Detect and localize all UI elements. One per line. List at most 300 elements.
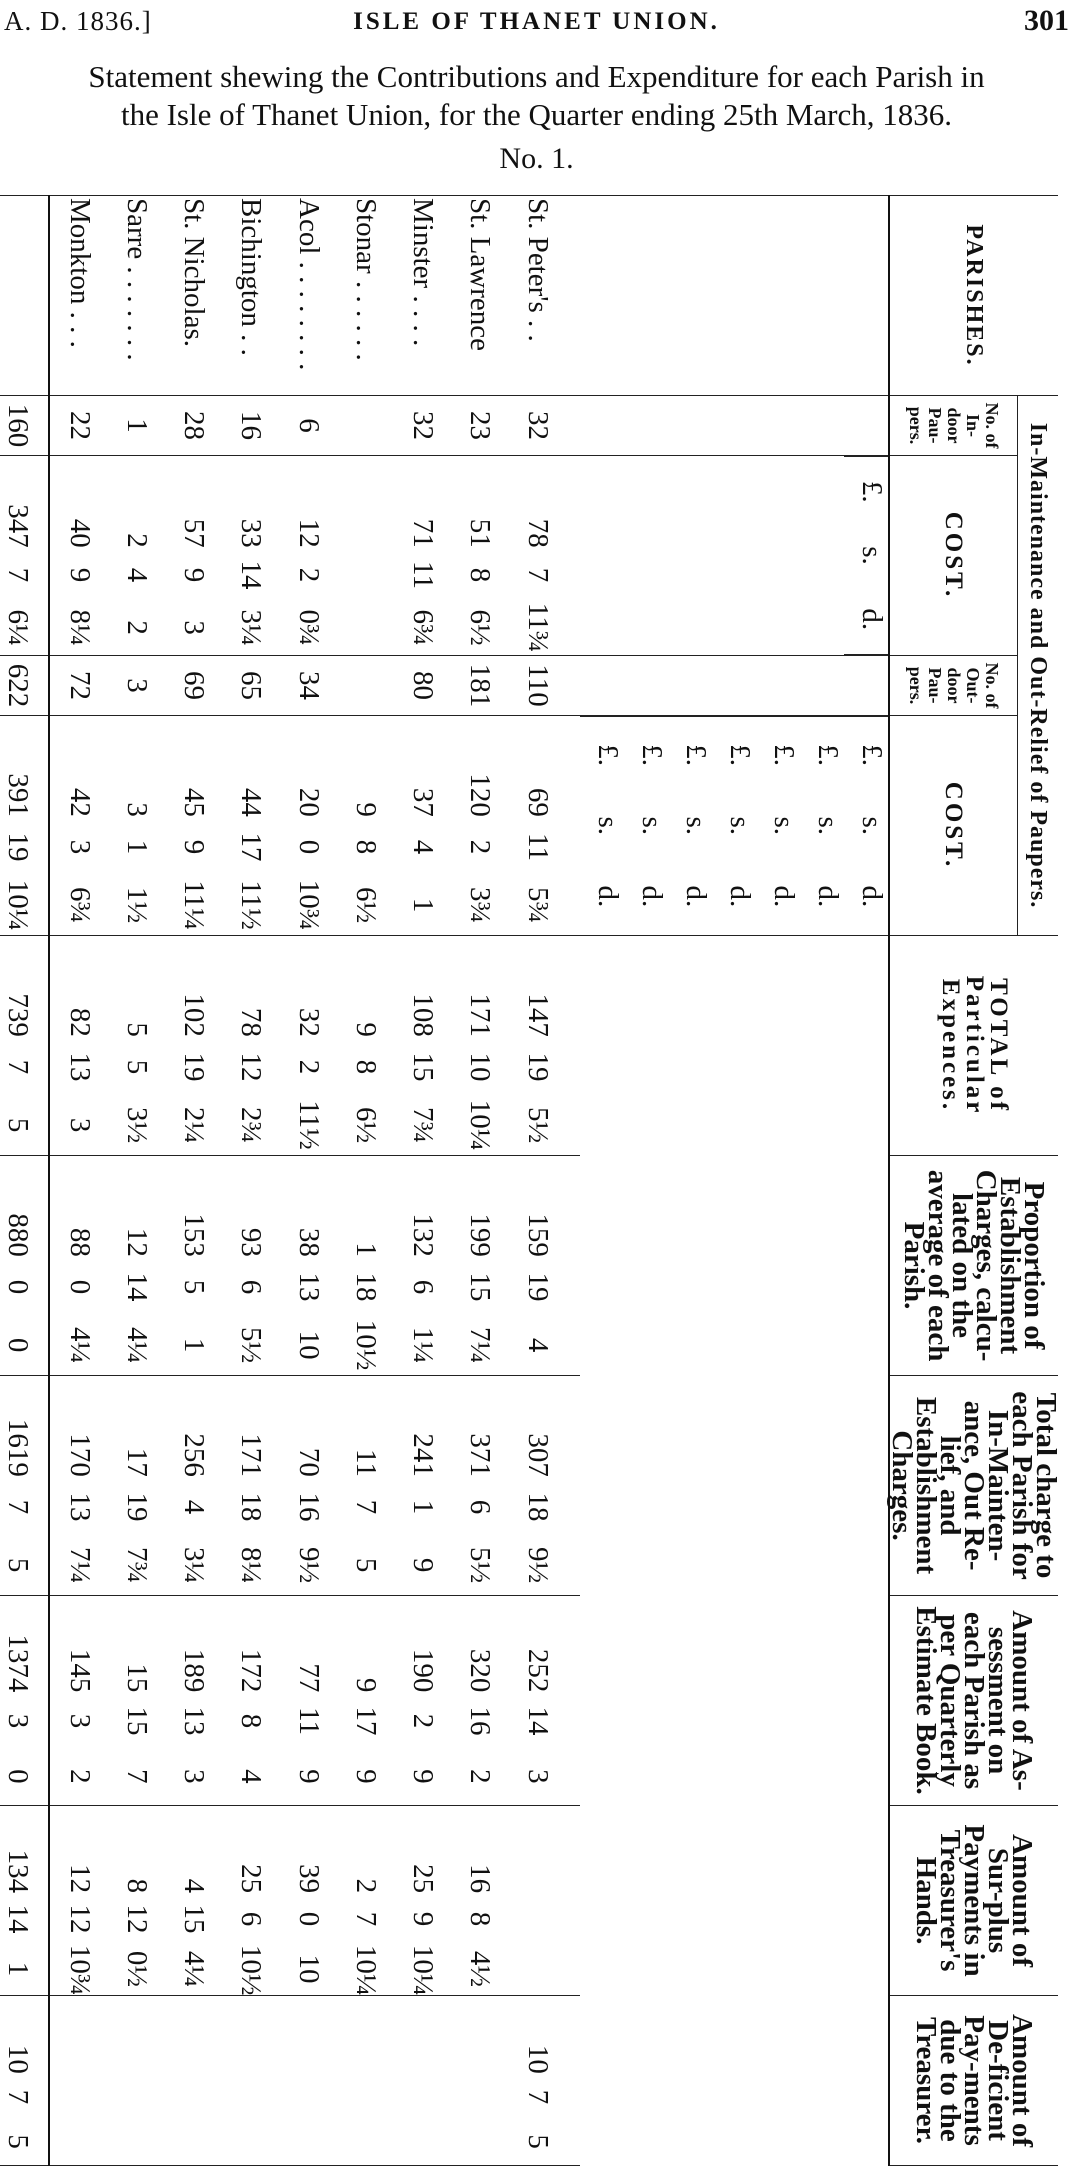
pounds: 78 — [235, 1007, 268, 1037]
rotated-table-container — [1, 195, 1062, 2165]
shillings: 9 — [178, 567, 211, 583]
pounds: 42 — [63, 787, 96, 817]
running-head — [0, 0, 1073, 48]
est-amount — [509, 1156, 580, 1376]
c2-amount — [222, 716, 279, 936]
indoor-paupers-count: 160 — [0, 396, 49, 456]
pounds: 739 — [1, 993, 34, 1037]
charge-amount — [49, 1376, 107, 1596]
pounds: 11 — [349, 1448, 382, 1477]
pence: 2 — [120, 620, 153, 635]
def-amount — [49, 1996, 107, 2166]
pounds: 57 — [178, 518, 211, 548]
outdoor-paupers-header: No. of Out-door Pau-pers. — [889, 656, 1018, 716]
pence: 9 — [292, 1769, 325, 1784]
shillings: 12 — [63, 1904, 96, 1934]
surplus-amount — [0, 1806, 49, 1996]
def-amount — [337, 1996, 394, 2166]
pounds: 1 — [349, 1242, 382, 1257]
pounds: 199 — [464, 1213, 497, 1257]
shillings: 10 — [464, 1052, 497, 1082]
pence: 10½ — [235, 1944, 268, 1996]
pence: 7¾ — [407, 1106, 440, 1144]
pence: 9½ — [292, 1546, 325, 1584]
pounds: 12 — [292, 518, 325, 548]
pence: 3 — [178, 1769, 211, 1784]
outdoor-paupers-count: 110 — [509, 656, 580, 716]
pounds: 153 — [178, 1213, 211, 1257]
shillings: 7 — [349, 1911, 382, 1927]
assess-amount — [280, 1596, 337, 1806]
shillings: 3 — [63, 1713, 96, 1729]
c2-amount — [451, 716, 508, 936]
est-amount — [165, 1156, 222, 1376]
pence: 10¼ — [1, 879, 34, 931]
c2-amount — [280, 716, 337, 936]
indoor-paupers-count: 1 — [108, 396, 165, 456]
shillings: 3 — [63, 839, 96, 855]
statement-title — [0, 58, 1073, 134]
table-row — [108, 196, 165, 2166]
shillings: 7 — [1, 1499, 34, 1515]
c1-amount — [165, 456, 222, 656]
shillings: 14 — [1, 1904, 34, 1934]
currency-units: £. s. d. — [668, 716, 712, 936]
shillings: 4 — [407, 839, 440, 855]
pounds: 88 — [63, 1227, 96, 1257]
pence: 9 — [407, 1557, 440, 1573]
shillings: 6 — [407, 1279, 440, 1295]
pence: 1¼ — [407, 1326, 440, 1364]
indoor-paupers-count: 32 — [509, 396, 580, 456]
surplus-amount — [222, 1806, 279, 1996]
pounds: 170 — [63, 1433, 96, 1477]
pounds: 69 — [521, 787, 554, 817]
indoor-paupers-count: 28 — [165, 396, 222, 456]
est-amount — [222, 1156, 279, 1376]
c1-amount — [49, 456, 107, 656]
pence: 0¾ — [292, 609, 325, 646]
parishes-header: PARISHES. — [889, 196, 1058, 396]
pounds: 3 — [120, 802, 153, 817]
shillings: 13 — [63, 1492, 96, 1522]
assess-amount — [165, 1596, 222, 1806]
shillings: 4 — [120, 567, 153, 583]
parish-name: St. Nicholas. — [165, 196, 222, 396]
parish-name: Monkton . . . — [49, 196, 107, 396]
pounds: 32 — [292, 1007, 325, 1037]
indoor-paupers-count: 23 — [451, 396, 508, 456]
pounds: 320 — [464, 1648, 497, 1693]
tot-amount — [451, 936, 508, 1156]
parish-name: St. Lawrence — [451, 196, 508, 396]
indoor-paupers-count: 22 — [49, 396, 107, 456]
c2-amount — [108, 716, 165, 936]
indoor-paupers-count: 6 — [280, 396, 337, 456]
pounds: 252 — [521, 1648, 554, 1693]
shillings: 9 — [407, 1911, 440, 1927]
indoor-paupers-count — [337, 396, 394, 456]
shillings: 6 — [235, 1279, 268, 1295]
shillings: 0 — [292, 1911, 325, 1927]
shillings: 15 — [407, 1052, 440, 1082]
shillings: 13 — [178, 1706, 211, 1736]
def-amount — [451, 1996, 508, 2166]
pounds: 33 — [235, 518, 268, 548]
c1-amount — [394, 456, 451, 656]
shillings: 15 — [464, 1272, 497, 1302]
currency-units: £. s. d. — [756, 716, 800, 936]
pounds: 77 — [292, 1663, 325, 1693]
pence: 5½ — [521, 1106, 554, 1144]
pence: 9 — [407, 1769, 440, 1784]
pence: 1 — [1, 1961, 34, 1977]
tot-amount — [49, 936, 107, 1156]
table-row — [280, 196, 337, 2166]
pence: 5 — [1, 2134, 34, 2149]
assess-amount — [108, 1596, 165, 1806]
running-title: ISLE OF THANET UNION. — [353, 8, 720, 35]
pounds: 71 — [407, 518, 440, 548]
pence: 4¼ — [63, 1326, 96, 1364]
pounds: 78 — [521, 518, 554, 548]
pounds: 12 — [63, 1864, 96, 1894]
table-row — [337, 196, 394, 2166]
currency-units: £. s. d. — [624, 716, 668, 936]
shillings: 7 — [1, 2089, 34, 2105]
pounds: 2 — [120, 533, 153, 548]
pounds: 39 — [292, 1864, 325, 1894]
c1-amount — [0, 456, 49, 656]
pence: 4½ — [464, 1950, 497, 1988]
outdoor-paupers-count: 34 — [280, 656, 337, 716]
statement-line-1: Statement shewing the Contributions and Expenditure for each Parish in — [88, 59, 985, 94]
pence: 2¾ — [235, 1106, 268, 1144]
tot-amount — [509, 936, 580, 1156]
surplus-header: Amount of Sur-plus Payments in Treasurer's Hands. — [889, 1806, 1058, 1996]
currency-units: £. s. d. — [844, 716, 888, 936]
pence: 10 — [292, 1330, 325, 1360]
pence: 1½ — [120, 886, 153, 924]
pence: 10¼ — [407, 1944, 440, 1996]
pounds: 40 — [63, 518, 96, 548]
tot-amount — [165, 936, 222, 1156]
pence: 3½ — [120, 1106, 153, 1144]
pence: 4 — [235, 1769, 268, 1784]
pounds: 12 — [120, 1227, 153, 1257]
pounds: 241 — [407, 1433, 440, 1477]
pence: 11½ — [292, 1100, 325, 1150]
shillings: 12 — [235, 1052, 268, 1082]
pounds: 880 — [1, 1213, 34, 1257]
total-charge-header: Total charge to each Parish for In-Mainten-ance, Out Re-lief, and Establishment Charges. — [889, 1376, 1058, 1596]
assess-amount — [49, 1596, 107, 1806]
pence: 10¾ — [63, 1944, 96, 1996]
pounds: 25 — [407, 1864, 440, 1894]
shillings: 2 — [464, 839, 497, 855]
assess-amount — [337, 1596, 394, 1806]
parish-name: Acol . . . . . . . . — [280, 196, 337, 396]
pounds: 16 — [464, 1864, 497, 1894]
pence: 0 — [1, 1337, 34, 1353]
charge-amount — [165, 1376, 222, 1596]
shillings: 4 — [178, 1499, 211, 1515]
pence: 2¼ — [178, 1106, 211, 1144]
c1-amount — [280, 456, 337, 656]
pence: 3 — [178, 620, 211, 635]
pounds: 2 — [349, 1878, 382, 1894]
pence: 11¼ — [178, 880, 211, 930]
tot-amount — [337, 936, 394, 1156]
pence: 6¾ — [63, 886, 96, 924]
pence: 5½ — [235, 1326, 268, 1364]
table-number: No. 1. — [499, 142, 574, 175]
pounds: 108 — [407, 993, 440, 1037]
shillings: 18 — [521, 1492, 554, 1522]
tot-amount — [108, 936, 165, 1156]
def-amount — [280, 1996, 337, 2166]
tot-amount — [394, 936, 451, 1156]
pounds: 20 — [292, 787, 325, 817]
shillings: 2 — [407, 1713, 440, 1729]
pence: 4 — [521, 1337, 554, 1353]
pence: 2 — [63, 1769, 96, 1784]
c2-amount — [394, 716, 451, 936]
pounds: 145 — [63, 1648, 96, 1693]
pence: 3¼ — [235, 609, 268, 646]
shillings: 19 — [521, 1272, 554, 1302]
pounds: 171 — [464, 993, 497, 1037]
pence: 10¼ — [349, 1944, 382, 1996]
shillings: 7 — [349, 1499, 382, 1515]
def-amount — [165, 1996, 222, 2166]
pounds: 347 — [1, 504, 34, 548]
shillings: 19 — [120, 1492, 153, 1522]
table-row — [49, 196, 107, 2166]
est-amount — [108, 1156, 165, 1376]
c1-amount — [509, 456, 580, 656]
tot-amount — [280, 936, 337, 1156]
indoor-paupers-header: No. of In-door Pau-pers. — [889, 396, 1018, 456]
pounds: 15 — [120, 1663, 153, 1693]
indoor-paupers-count: 16 — [222, 396, 279, 456]
parish-name: Stonar . . . . . . — [337, 196, 394, 396]
page-number: 301 — [1024, 4, 1069, 37]
pence: 5½ — [464, 1546, 497, 1584]
shillings: 8 — [464, 567, 497, 583]
pounds: 147 — [521, 993, 554, 1037]
pounds: 190 — [407, 1648, 440, 1693]
shillings: 14 — [235, 560, 268, 590]
parish-name: Minster . . . . — [394, 196, 451, 396]
currency-units: £. s. d. — [580, 716, 624, 936]
shillings: 12 — [120, 1904, 153, 1934]
assess-amount — [0, 1596, 49, 1806]
pence: 5 — [349, 1557, 382, 1573]
surplus-amount — [451, 1806, 508, 1996]
shillings: 15 — [178, 1904, 211, 1934]
pounds: 70 — [292, 1447, 325, 1477]
tot-amount — [222, 936, 279, 1156]
surplus-amount — [165, 1806, 222, 1996]
pence: 7¾ — [120, 1546, 153, 1584]
est-amount — [394, 1156, 451, 1376]
c2-amount — [337, 716, 394, 936]
shillings: 18 — [349, 1272, 382, 1302]
c2-amount — [165, 716, 222, 936]
pounds: 51 — [464, 518, 497, 548]
assess-amount — [394, 1596, 451, 1806]
parish-name: St. Peter's . . — [509, 196, 580, 396]
shillings: 0 — [63, 1279, 96, 1295]
outdoor-paupers-count: 65 — [222, 656, 279, 716]
assess-amount — [451, 1596, 508, 1806]
shillings: 16 — [292, 1492, 325, 1522]
c1-amount — [222, 456, 279, 656]
pounds: 132 — [407, 1213, 440, 1257]
est-amount — [451, 1156, 508, 1376]
currency-units: £. s. d. — [712, 716, 756, 936]
pounds: 134 — [1, 1849, 34, 1894]
establishment-header: Proportion of Establishment Charges, calcu-lated on the average of each Parish. — [889, 1156, 1058, 1376]
pence: 10 — [292, 1954, 325, 1984]
expenditure-table — [0, 195, 1062, 2166]
table-row — [222, 196, 279, 2166]
shillings: 14 — [120, 1272, 153, 1302]
pounds: 4 — [178, 1878, 211, 1894]
pence: 1 — [407, 897, 440, 913]
shillings: 3 — [1, 1713, 34, 1729]
pounds: 189 — [178, 1648, 211, 1693]
c2-amount — [0, 716, 49, 936]
pence: 5 — [1, 1117, 34, 1133]
pence: 7 — [120, 1769, 153, 1784]
pounds: 8 — [120, 1878, 153, 1894]
pounds: 9 — [349, 802, 382, 817]
pence: 11½ — [235, 880, 268, 930]
table-row — [451, 196, 508, 2166]
pounds: 5 — [120, 1022, 153, 1037]
shillings: 19 — [1, 832, 34, 862]
statement-line-2: the Isle of Thanet Union, for the Quarter ending 25th March, 1836. — [120, 97, 953, 132]
pence: 3¾ — [464, 886, 497, 924]
c1-amount — [108, 456, 165, 656]
pence: 6¼ — [1, 609, 34, 646]
shillings: 14 — [521, 1706, 554, 1736]
pence: 3 — [521, 1769, 554, 1784]
assess-amount — [509, 1596, 580, 1806]
pence: 7¼ — [464, 1326, 497, 1364]
def-amount — [108, 1996, 165, 2166]
pounds: 9 — [349, 1677, 382, 1693]
c2-amount — [49, 716, 107, 936]
shillings: 8 — [349, 839, 382, 855]
outdoor-paupers-count — [337, 656, 394, 716]
shillings: 5 — [120, 1059, 153, 1075]
pence: 9½ — [521, 1546, 554, 1584]
outdoor-paupers-count: 80 — [394, 656, 451, 716]
parish-name — [0, 196, 49, 396]
shillings: 0 — [292, 839, 325, 855]
pence: 0 — [1, 1769, 34, 1784]
shillings: 19 — [178, 1052, 211, 1082]
pounds: 10 — [521, 2044, 554, 2074]
outdoor-paupers-count: 622 — [0, 656, 49, 716]
shillings: 7 — [521, 2089, 554, 2105]
shillings: 17 — [235, 832, 268, 862]
pence: 0½ — [120, 1950, 153, 1988]
shillings: 11 — [521, 833, 554, 861]
shillings: 6 — [235, 1911, 268, 1927]
c1-amount — [337, 456, 394, 656]
pence: 4¼ — [120, 1326, 153, 1364]
c2-amount — [509, 716, 580, 936]
pence: 9 — [349, 1769, 382, 1784]
pence: 6½ — [349, 886, 382, 924]
pence: 10½ — [349, 1319, 382, 1371]
pounds: 44 — [235, 787, 268, 817]
outdoor-cost-header: COST. — [889, 716, 1018, 936]
shillings: 8 — [349, 1059, 382, 1075]
pence: 5 — [1, 1557, 34, 1573]
pounds: 37 — [407, 787, 440, 817]
assessment-header: Amount of As-sessment on each Parish as per Quarterly Estimate Book. — [889, 1596, 1058, 1806]
shillings: 11 — [292, 1707, 325, 1735]
surplus-amount — [49, 1806, 107, 1996]
tot-amount — [0, 936, 49, 1156]
shillings: 7 — [1, 1059, 34, 1075]
pounds: 256 — [178, 1433, 211, 1477]
pounds: 9 — [349, 1022, 382, 1037]
pounds: 38 — [292, 1227, 325, 1257]
def-amount — [509, 1996, 580, 2166]
charge-amount — [337, 1376, 394, 1596]
def-amount — [394, 1996, 451, 2166]
charge-amount — [394, 1376, 451, 1596]
shillings: 11 — [407, 561, 440, 589]
shillings: 9 — [178, 839, 211, 855]
pence: 10¼ — [464, 1099, 497, 1151]
shillings: 9 — [63, 567, 96, 583]
indoor-paupers-count: 32 — [394, 396, 451, 456]
parish-name: Sarre . . . . . . . — [108, 196, 165, 396]
surplus-amount — [509, 1806, 580, 1996]
shillings: 1 — [407, 1499, 440, 1515]
shillings: 19 — [521, 1052, 554, 1082]
pounds: 1374 — [1, 1634, 34, 1693]
currency-units: £. s. d. — [800, 716, 844, 936]
shillings: 2 — [292, 567, 325, 583]
currency-unit-row — [580, 196, 889, 2166]
pence: 3 — [63, 1117, 96, 1133]
pounds: 17 — [120, 1447, 153, 1477]
pounds: 45 — [178, 787, 211, 817]
pounds: 102 — [178, 993, 211, 1037]
charge-amount — [0, 1376, 49, 1596]
pounds: 93 — [235, 1227, 268, 1257]
est-amount — [49, 1156, 107, 1376]
shillings: 2 — [292, 1059, 325, 1075]
shillings: 18 — [235, 1492, 268, 1522]
outdoor-paupers-count: 3 — [108, 656, 165, 716]
pence: 3¼ — [178, 1546, 211, 1584]
est-amount — [280, 1156, 337, 1376]
est-amount — [337, 1156, 394, 1376]
pence: 8¼ — [63, 609, 96, 646]
shillings: 0 — [1, 1279, 34, 1295]
outdoor-paupers-count: 72 — [49, 656, 107, 716]
pounds: 120 — [464, 773, 497, 817]
